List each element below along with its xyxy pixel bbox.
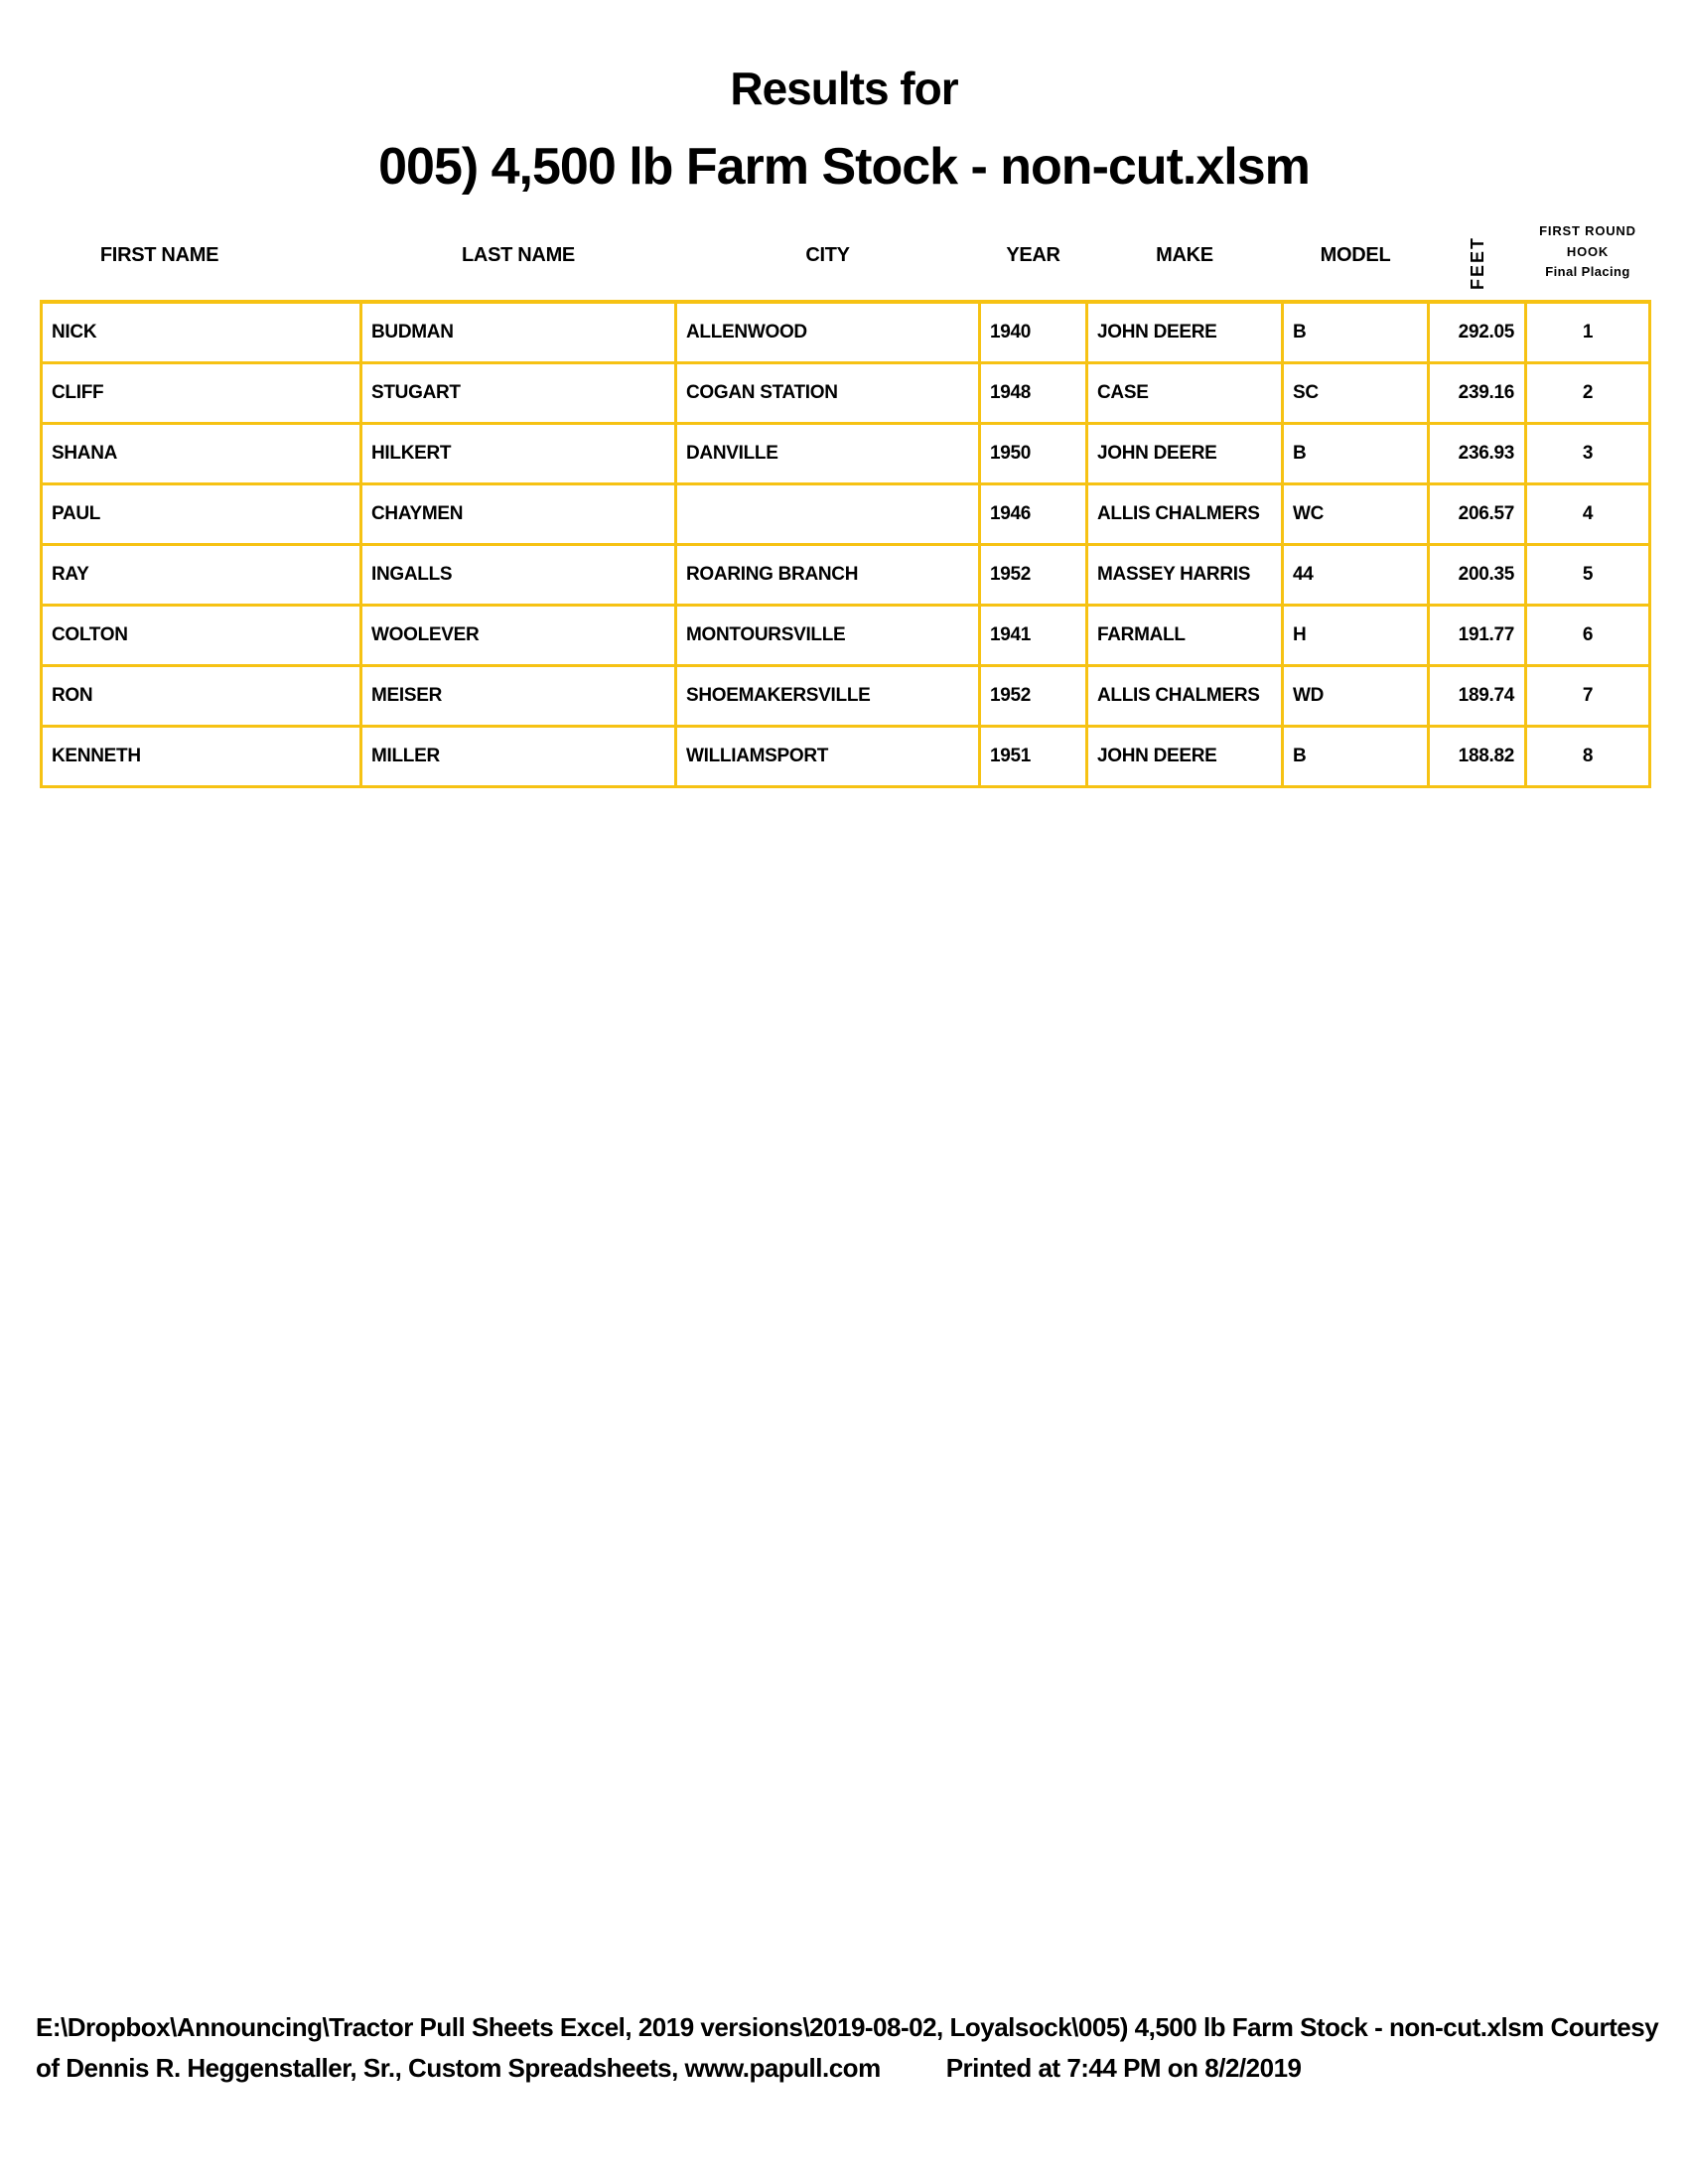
cell-feet: 206.57 <box>1429 483 1526 544</box>
footer-printed-timestamp: Printed at 7:44 PM on 8/2/2019 <box>945 2053 1302 2083</box>
cell-placing: 6 <box>1526 605 1650 665</box>
cell-last-name: WOOLEVER <box>361 605 676 665</box>
cell-last-name: BUDMAN <box>361 302 676 362</box>
page-title: Results for <box>730 63 958 114</box>
cell-model: 44 <box>1283 544 1429 605</box>
cell-year: 1941 <box>980 605 1087 665</box>
cell-year: 1948 <box>980 362 1087 423</box>
cell-feet: 189.74 <box>1429 665 1526 726</box>
cell-make: ALLIS CHALMERS <box>1087 665 1283 726</box>
cell-placing: 5 <box>1526 544 1650 605</box>
cell-city: ALLENWOOD <box>676 302 980 362</box>
cell-model: WC <box>1283 483 1429 544</box>
cell-placing: 3 <box>1526 423 1650 483</box>
cell-first-name: RON <box>42 665 361 726</box>
cell-city: WILLIAMSPORT <box>676 726 980 786</box>
cell-make: FARMALL <box>1087 605 1283 665</box>
cell-year: 1950 <box>980 423 1087 483</box>
cell-year: 1951 <box>980 726 1087 786</box>
cell-model: SC <box>1283 362 1429 423</box>
column-header-first-name: FIRST NAME <box>99 243 219 266</box>
cell-model: B <box>1283 302 1429 362</box>
page-subtitle-class-name: 005) 4,500 lb Farm Stock - non-cut.xlsm <box>378 138 1310 196</box>
cell-first-name: RAY <box>42 544 361 605</box>
cell-make: JOHN DEERE <box>1087 423 1283 483</box>
table-row <box>42 483 1650 544</box>
results-table <box>40 210 1651 788</box>
cell-last-name: INGALLS <box>361 544 676 605</box>
cell-year: 1940 <box>980 302 1087 362</box>
cell-first-name: KENNETH <box>42 726 361 786</box>
column-header-make: MAKE <box>1156 243 1213 266</box>
cell-city: MONTOURSVILLE <box>676 605 980 665</box>
column-header-last-name: LAST NAME <box>462 243 575 266</box>
table-row <box>42 726 1650 786</box>
column-header-city: CITY <box>805 243 850 266</box>
cell-city: DANVILLE <box>676 423 980 483</box>
cell-last-name: STUGART <box>361 362 676 423</box>
cell-city: COGAN STATION <box>676 362 980 423</box>
cell-last-name: MILLER <box>361 726 676 786</box>
cell-first-name: CLIFF <box>42 362 361 423</box>
cell-city <box>676 483 980 544</box>
cell-model: B <box>1283 726 1429 786</box>
cell-last-name: MEISER <box>361 665 676 726</box>
cell-model: B <box>1283 423 1429 483</box>
cell-year: 1952 <box>980 544 1087 605</box>
cell-last-name: CHAYMEN <box>361 483 676 544</box>
cell-feet: 188.82 <box>1429 726 1526 786</box>
cell-make: CASE <box>1087 362 1283 423</box>
cell-first-name: COLTON <box>42 605 361 665</box>
hook-header-subtitle: Final Placing <box>1545 264 1630 280</box>
cell-first-name: SHANA <box>42 423 361 483</box>
cell-model: H <box>1283 605 1429 665</box>
footer <box>36 2007 1664 2089</box>
cell-placing: 1 <box>1526 302 1650 362</box>
column-header-model: MODEL <box>1320 243 1391 266</box>
cell-last-name: HILKERT <box>361 423 676 483</box>
cell-make: JOHN DEERE <box>1087 302 1283 362</box>
table-row <box>42 302 1650 362</box>
cell-first-name: NICK <box>42 302 361 362</box>
cell-first-name: PAUL <box>42 483 361 544</box>
cell-feet: 236.93 <box>1429 423 1526 483</box>
cell-feet: 191.77 <box>1429 605 1526 665</box>
feet-rotated-label: FEET <box>1467 235 1487 290</box>
cell-model: WD <box>1283 665 1429 726</box>
hook-header-title: FIRST ROUND HOOK <box>1539 222 1636 259</box>
cell-make: JOHN DEERE <box>1087 726 1283 786</box>
column-header-feet <box>1429 210 1526 302</box>
table-header-row <box>42 210 1650 302</box>
column-header-final-placing <box>1526 210 1650 302</box>
cell-placing: 4 <box>1526 483 1650 544</box>
cell-placing: 8 <box>1526 726 1650 786</box>
cell-city: ROARING BRANCH <box>676 544 980 605</box>
footer-file-path-and-courtesy: E:\Dropbox\Announcing\Tractor Pull Sheets Excel, 2019 versions\2019-08-02, Loyalsock\005) 4,500 lb Farm Stock - non-cut.xlsm Courtesy of Dennis R. Heggenstaller, Sr., Custom Spreadsheets, www.papull.com <box>36 2012 1659 2083</box>
cell-make: ALLIS CHALMERS <box>1087 483 1283 544</box>
table-row <box>42 544 1650 605</box>
cell-placing: 2 <box>1526 362 1650 423</box>
table-row <box>42 423 1650 483</box>
table-row <box>42 665 1650 726</box>
cell-city: SHOEMAKERSVILLE <box>676 665 980 726</box>
cell-placing: 7 <box>1526 665 1650 726</box>
column-header-year: YEAR <box>1006 243 1060 266</box>
cell-feet: 200.35 <box>1429 544 1526 605</box>
table-row <box>42 362 1650 423</box>
cell-year: 1946 <box>980 483 1087 544</box>
cell-feet: 292.05 <box>1429 302 1526 362</box>
cell-year: 1952 <box>980 665 1087 726</box>
cell-feet: 239.16 <box>1429 362 1526 423</box>
table-row <box>42 605 1650 665</box>
cell-make: MASSEY HARRIS <box>1087 544 1283 605</box>
